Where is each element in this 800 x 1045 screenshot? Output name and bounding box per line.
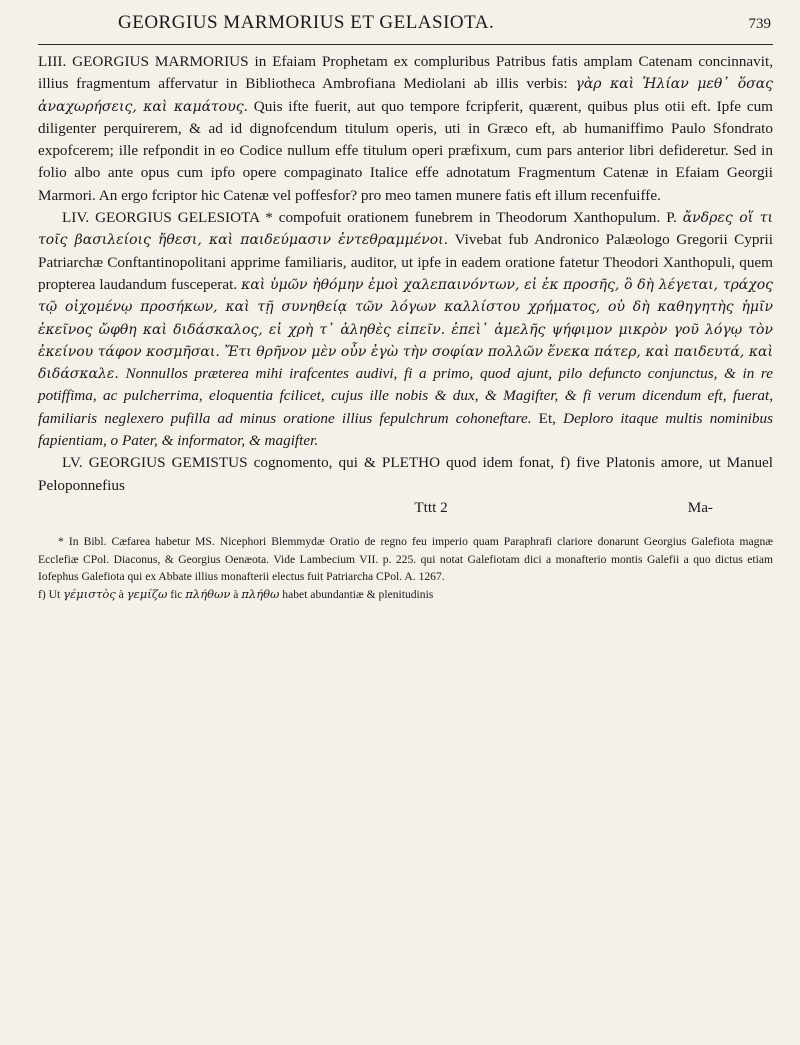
greek-word: γεμίζω xyxy=(126,586,168,601)
entry-text: Vivebat fub Andronico Palæologo Gregorii Cyprii Patriarchæ Conftantinopolitani apprime familiaris, auditor, ut ipfe in eadem oratione fatetur Theodori Xanthopuli, quem propterea laudandum fusceperat. xyxy=(38,231,773,293)
footnote-star-ref: * xyxy=(265,209,273,227)
signature-line xyxy=(38,497,713,519)
footnote-f xyxy=(38,586,773,604)
greek-word: γέμιστὸς xyxy=(63,586,116,601)
footnote-text: Ut xyxy=(45,587,64,601)
signature-mark: Tttt 2 xyxy=(414,498,448,516)
running-head xyxy=(38,10,773,45)
latin-translation: Deploro itaque multis nominibus fapientiam, o Pater, & informator, & magifter. xyxy=(38,409,773,450)
entry-heading: LV. GEORGIUS GEMISTUS xyxy=(62,454,248,472)
entry-heading: LIV. GEORGIUS GELESIOTA xyxy=(62,209,260,227)
body-text xyxy=(38,51,773,519)
footnotes xyxy=(38,533,773,603)
entry-liii xyxy=(38,51,773,207)
greek-quote: ἄνδρες οἵ τι τοῖς βασιλείοις ἤθεσι, καὶ παιδεύμασιν ἐντεθραμμένοι. xyxy=(38,210,774,249)
footnote-mark: * xyxy=(58,535,64,549)
entry-text: Quis ifte fuerit, aut quo tempore fcripferit, quærent, quibus plus otii eft. Ipfe cum diligenter perquirerem, & ad id dignofcendum titulum operis, uti in Græco eft, ab humaniffimo Paulo Sfondrato expofcerem; ille refpondit in eo Codice nullum effe titulum operi præfixum, cum pars anterior libri defideretur. Sed in folio albo ante opus cum ipfo opere compaginato Italice effe adnotatum Fragmentum Catenæ in Efaiam Georgii Marmori. An ergo fcriptor hic Catenæ vel poffesfor? pro meo tamen munere fatis eft illum recenfuiffe. xyxy=(38,97,773,204)
latin-translation: Nonnullos præterea mihi irafcentes audivi, fi a primo, quod ajunt, pilo defuncto conjunctus, & in re potiffima, ac pulcherrima, eloquentia fcilicet, cujus ille nobis & dux, & Magifter, & fi verum dicendum eft, fuerat, familiaris neglexero pufilla ad minus oratione illius fepulchrum cohoneftare. xyxy=(38,365,774,427)
entry-lv xyxy=(38,452,773,497)
entry-text: Et, xyxy=(531,409,564,427)
greek-quote: καὶ ὑμῶν ἠθόμην ἐμοὶ χαλεπαινόντων, εἰ ἐκ προσῆς, ὃ δὴ λέγεται, τράχος τῷ οἰχομένῳ προσήκων, καὶ τῇ συνηθείᾳ τῶν λόγων καλλίστου χρήματος, οὐ δὴ καθηγητὴς ἡμῖν ἐκεῖνος ὤφθη καὶ διδάσκαλος, εἰ χρὴ τ᾽ ἀληθὲς εἰπεῖν. ἐπεὶ᾽ ἀμελῆς ψήφιμον μικρὸν γοῦ λόγῳ τὸν ἐκείνου τάφον κοσμῆσαι. Ἔτι θρῆνον μὲν οὖν ἐγὼ τὴν σοφίαν πολλῶν ἕνεκα πάτερ, καὶ παιδευτά, καὶ διδάσκαλε. xyxy=(38,276,774,383)
entry-heading: LIII. GEORGIUS MARMORIUS xyxy=(38,53,249,70)
catchword: Ma- xyxy=(687,498,713,516)
footnote-text: à xyxy=(115,587,127,601)
footnote-text: fic xyxy=(167,587,186,601)
footnote-star xyxy=(38,533,773,586)
footnote-text: In Bibl. Cæfarea habetur MS. Nicephori Blemmydæ Oratio de regno feu imperio quam Paraphrafi clariore donarunt Georgius Galefiota magnæ Ecclefiæ CPol. Diaconus, & Georgius Oenæota. Vide Lambecium VII. p. 225. qui notat Galefiotam dici a monafterio montis Galefii a quo dictus etiam Iofephus Galefiota qui ex Abbate illius monafterii electus fuit Patriarcha CPol. A. 1267. xyxy=(38,535,773,584)
footnote-text: à xyxy=(230,587,242,601)
footnote-text: habet abundantiæ & plenitudinis xyxy=(279,587,434,601)
entry-text: compofuit orationem funebrem in Theodorum Xanthopulum. P. xyxy=(272,209,683,227)
greek-word: πλήθων xyxy=(185,586,231,601)
greek-quote: γὰρ καὶ Ἡλίαν μεθ᾽ ὅσας ἀναχωρήσεις, καὶ καμάτους. xyxy=(38,76,774,115)
running-title: GEORGIUS MARMORIUS ET GELASIOTA. xyxy=(118,12,495,33)
page-number: 739 xyxy=(748,16,771,32)
entry-text: in Efaiam Prophetam ex compluribus Patribus fatis amplam Catenam concinnavit, illius fragmentum affervatur in Bibliotheca Ambrofiana Mediolani ab illis verbis: xyxy=(38,53,773,93)
book-page xyxy=(38,10,773,603)
greek-word: πλήθω xyxy=(241,586,280,601)
footnote-mark: f) xyxy=(38,587,46,601)
entry-liv xyxy=(38,207,773,452)
entry-text: cognomento, qui & PLETHO quod idem fonat, f) five Platonis amore, ut Manuel Peloponnefius xyxy=(38,454,773,494)
